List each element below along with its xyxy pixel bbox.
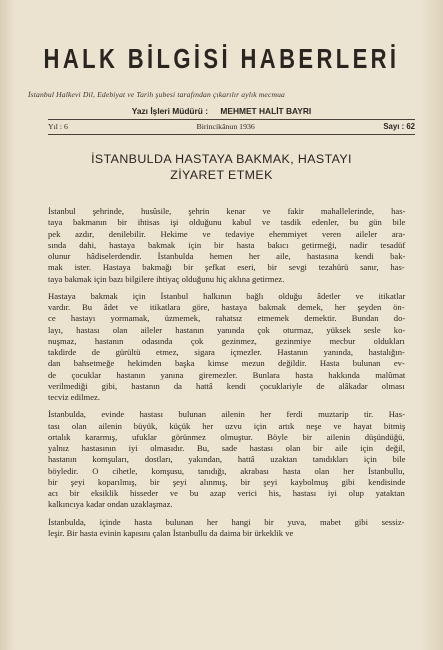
paragraph <box>48 206 405 285</box>
masthead-title: HALK BİLGİSİ HABERLERİ <box>43 42 400 74</box>
text-line: vardır. Bu âdet ve itikatlara göre, hastaya bakmak demek, her şeyden ön- <box>48 302 405 312</box>
text-line: bir şeyi koparılmış, bir şeyi alınmış, bir şeyi kaybolmuş gibi kendisinde <box>48 476 406 487</box>
text-line: yalnız hastasının iyi olmasıdır. Bu, sade hastası olan bir aile için değil, <box>48 443 406 453</box>
text-line: taya bakmak için bazı bilgilere ihtiyaç olduğunu hiç aklına getirmez. <box>48 273 285 284</box>
issue-date: Birincikânun 1936 <box>196 122 255 131</box>
text-line: mak ister. Hastaya bakmağı bir şefkat eseri, bir sevgi tezahürü sanır, has- <box>48 262 405 273</box>
article-title-line-2: ZİYARET ETMEK <box>170 167 273 182</box>
text-line: ce hastayı yormamak, üzmemek, rahatsız etmemek demektir. Bundan do- <box>48 313 406 324</box>
editor-name: MEHMET HALİT BAYRI <box>220 106 312 116</box>
header-rule-bottom <box>48 134 415 135</box>
text-line: verilmediği gibi, hastanın da hattâ kendi çocuklariyle de alâkadar olması <box>48 380 405 391</box>
text-line: layı, hastası olan aileler hastanın yanında çok oturmaz, yüksek sesle ko- <box>48 324 406 335</box>
issue-year: Yıl : 6 <box>48 122 68 131</box>
text-line: dan bahsetmeğe hekimden başka kimse mezun değildir. Hasta bulunan ev- <box>48 358 405 369</box>
header-rule-top <box>48 119 415 120</box>
text-line: İstanbulda, evinde hastası bulunan ailenin her ferdi muztarip tir. Has- <box>48 409 405 420</box>
text-line: sında dahi, hastaya bakmak için bir hasta bakıcı getirmeği, nadir tesadüf <box>48 239 406 250</box>
text-line: İstanbulda, içinde hasta bulunan her hangi bir yuva, mabet gibi sessiz- <box>48 516 405 527</box>
text-line: taya bakmanın bir ihtisas işi olduğunu kabul ve tasdik edenler, bu gün bile <box>48 217 406 228</box>
issue-info-bar <box>48 122 415 131</box>
text-line: olunur hâdiselerdendir. İstanbulda hemen her aile, hastasına kendi bak- <box>48 251 406 261</box>
text-line: tası olan ailenin büyük, küçük her uzvu için artık neşe ve hayat bitmiş <box>48 420 406 431</box>
text-line: takdirde de gürültü etmez, sigara içmezler. Hastanın yanında, hastalığın- <box>48 347 405 357</box>
text-line: acı bir eksiklik hisseder ve bu azap verici his, hastası iyi olup yataktan <box>48 488 405 498</box>
text-line: Hastaya bakmak için İstanbul halkının bağlı olduğu âdetler ve itikatlar <box>48 290 406 301</box>
text-line: böyledir. O cihetle, komşusu, tanıdığı, akrabası hasta olan her İstanbullu, <box>48 465 405 476</box>
paragraph <box>48 409 405 510</box>
text-line: tecviz edilmez. <box>48 392 101 402</box>
text-line: ortalık kararmış, ufuklar görünmez olmuştur. Böyle bir ailenin düşündüğü, <box>48 431 405 442</box>
article-title-line-1: İSTANBULDA HASTAYA BAKMAK, HASTAYI <box>91 152 352 166</box>
masthead-subtitle: İstanbul Halkevi Dil, Edebiyat ve Tarih şubesi tarafından çıkarılır aylık mecmua <box>28 90 286 99</box>
text-line: İstanbul şehrinde, husûsile, şehrin kenar ve fakir mahallelerinde, has- <box>48 206 406 216</box>
issue-number: Sayı : 62 <box>383 122 415 131</box>
editor-label: Yazı İşleri Müdürü : <box>131 106 209 116</box>
editor-line <box>0 106 443 116</box>
text-line: kalkıncıya kadar ondan uzaklaşmaz. <box>48 499 173 510</box>
text-line: de çocuklar hastanın yanına giremezler. Bunlara hasta hakkında malûmat <box>48 369 406 380</box>
text-line: pek azdır, denilebilir. Hekime ve tedaviye ehemmiyet veren aileler ara- <box>48 228 406 239</box>
text-line: hastanın komşuları, dostları, yakından, hattâ uzaktan tanıdıkları için bile <box>48 454 406 465</box>
text-line: leşir. Bir hasta evinin kapısını çalan İstanbullu da daima bir ürkeklik ve <box>48 527 294 538</box>
paragraph <box>48 517 405 540</box>
article-body <box>48 206 405 539</box>
text-line: nuşmaz, hastanın odasında çok gezinmez, gezinmiye mecbur oldukları <box>48 335 405 346</box>
paragraph <box>48 291 405 404</box>
article-title <box>30 152 413 183</box>
